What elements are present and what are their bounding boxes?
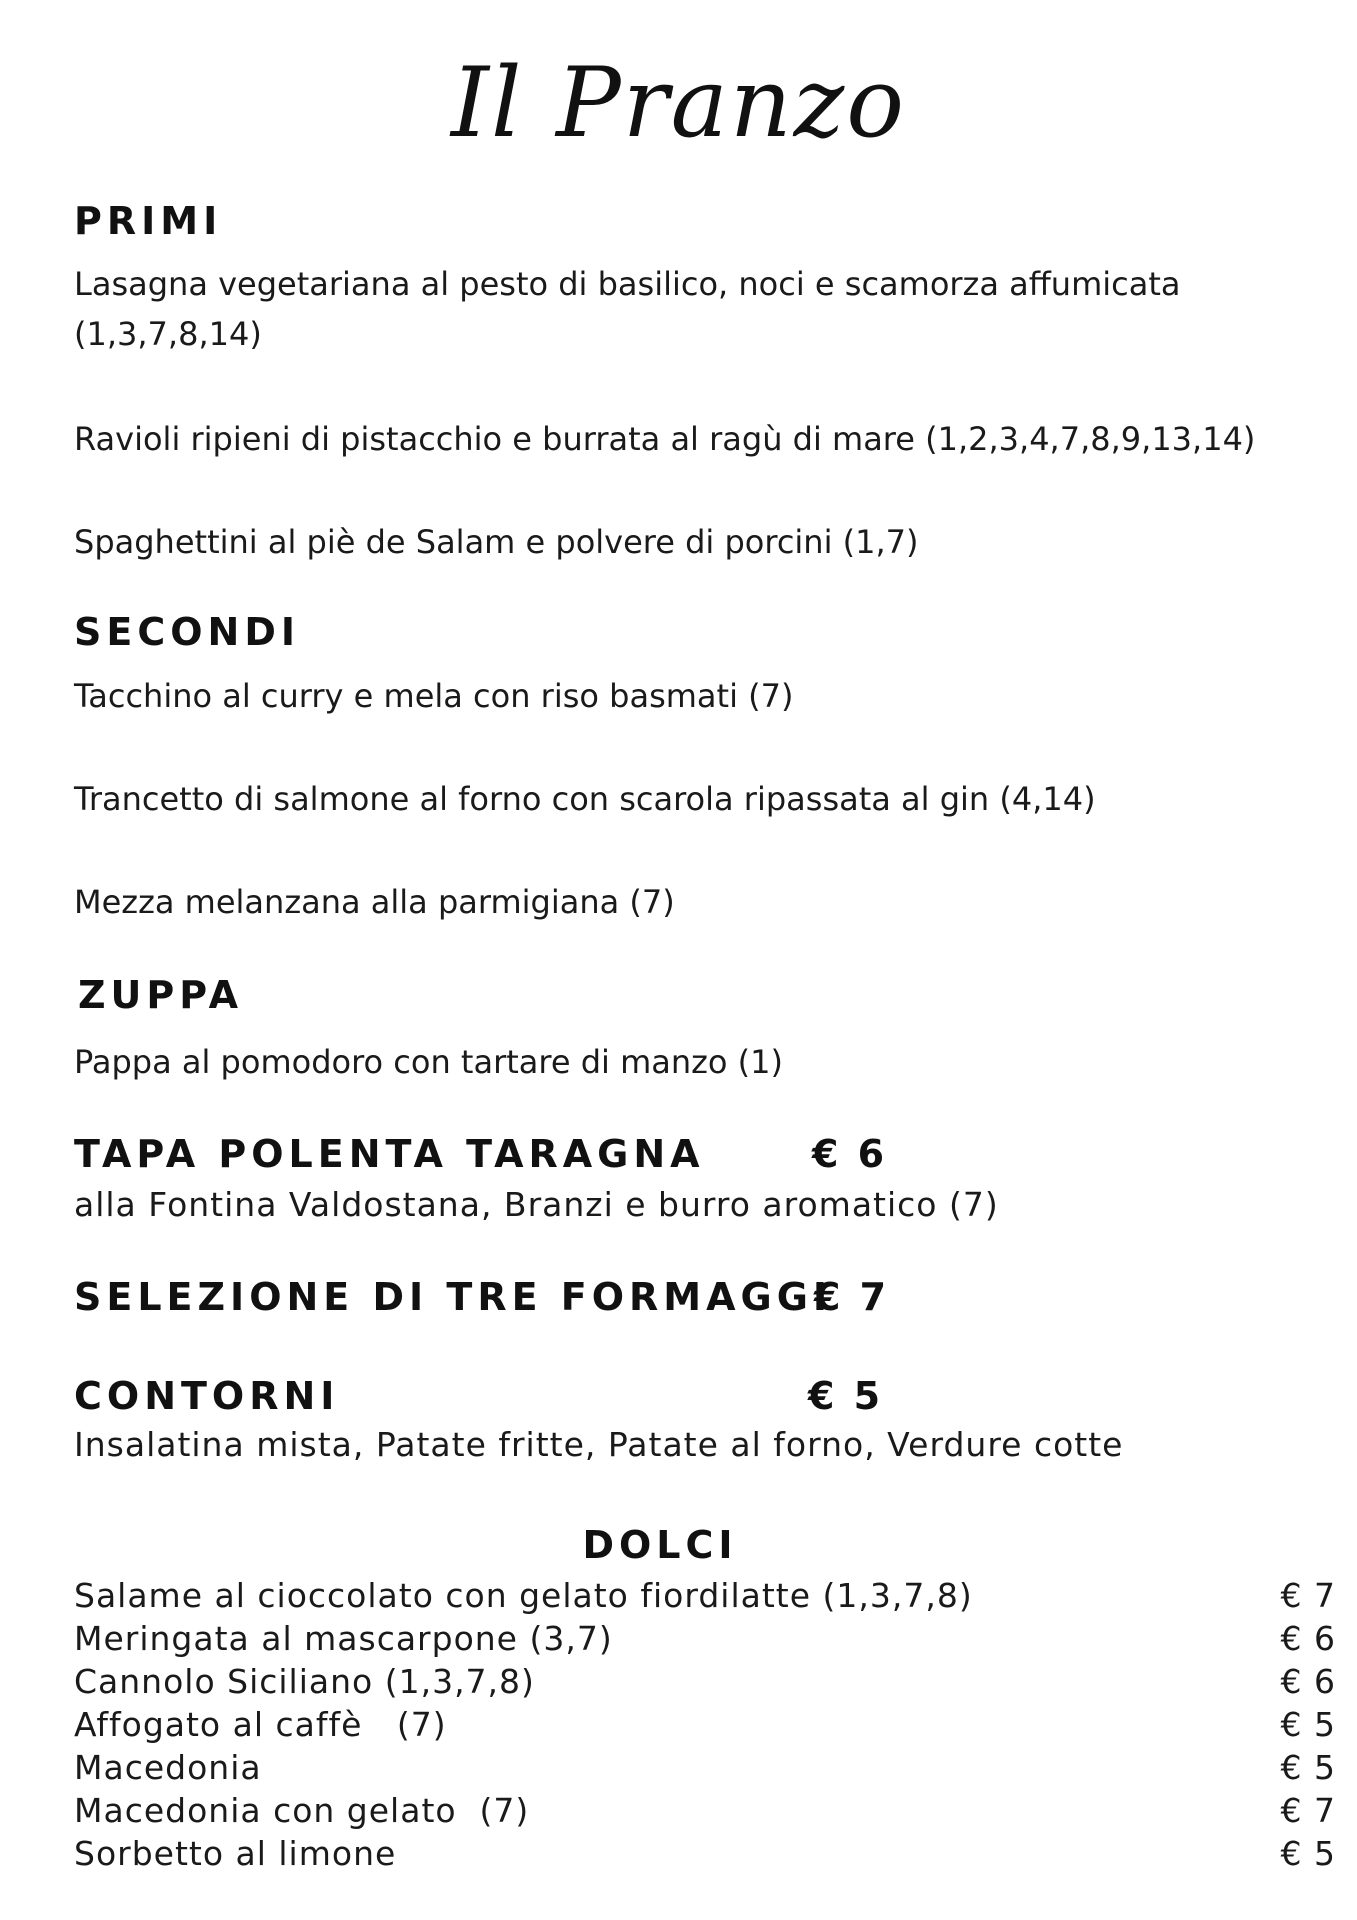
- menu-item: Tacchino al curry e mela con riso basmati (7): [74, 677, 794, 715]
- contorni-description: Insalatina mista, Patate fritte, Patate al forno, Verdure cotte: [74, 1425, 1124, 1464]
- dolci-item-name: Macedonia: [74, 1748, 262, 1787]
- dolci-item-price: € 7: [1280, 1576, 1336, 1615]
- dolci-row: [74, 1832, 1336, 1875]
- section-heading-primi: PRIMI: [74, 199, 223, 243]
- menu-item: Pappa al pomodoro con tartare di manzo (1): [74, 1043, 783, 1081]
- dolci-item-price: € 6: [1280, 1619, 1336, 1658]
- section-heading-formaggi: SELEZIONE DI TRE FORMAGGI: [74, 1275, 833, 1319]
- formaggi-price: € 7: [814, 1275, 890, 1319]
- dolci-item-price: € 7: [1280, 1791, 1336, 1830]
- dolci-item-name: Cannolo Siciliano (1,3,7,8): [74, 1662, 535, 1701]
- section-heading-contorni: CONTORNI: [74, 1374, 340, 1418]
- menu-title: Il Pranzo: [450, 47, 907, 159]
- section-heading-zuppa: ZUPPA: [78, 973, 244, 1017]
- dolci-item-name: Affogato al caffè (7): [74, 1705, 447, 1744]
- contorni-price: € 5: [808, 1374, 884, 1418]
- section-heading-tapa: TAPA POLENTA TARAGNA: [74, 1132, 705, 1176]
- menu-item: Trancetto di salmone al forno con scarola ripassata al gin (4,14): [74, 780, 1096, 818]
- dolci-list: [74, 1574, 1336, 1875]
- dolci-row: [74, 1703, 1336, 1746]
- menu-item: Spaghettini al piè de Salam e polvere di porcini (1,7): [74, 523, 919, 561]
- dolci-item-price: € 5: [1280, 1748, 1336, 1787]
- dolci-row: [74, 1660, 1336, 1703]
- section-heading-dolci: DOLCI: [582, 1523, 738, 1567]
- dolci-row: [74, 1574, 1336, 1617]
- menu-item: Ravioli ripieni di pistacchio e burrata al ragù di mare (1,2,3,4,7,8,9,13,14): [74, 420, 1256, 458]
- tapa-price: € 6: [812, 1132, 888, 1176]
- dolci-row: [74, 1789, 1336, 1832]
- menu-item: Mezza melanzana alla parmigiana (7): [74, 883, 675, 921]
- dolci-item-name: Sorbetto al limone: [74, 1834, 397, 1873]
- dolci-item-name: Meringata al mascarpone (3,7): [74, 1619, 613, 1658]
- dolci-item-name: Salame al cioccolato con gelato fiordilatte (1,3,7,8): [74, 1576, 973, 1615]
- dolci-item-price: € 6: [1280, 1662, 1336, 1701]
- menu-item: Lasagna vegetariana al pesto di basilico, noci e scamorza affumicata (1,3,7,8,14): [74, 265, 1181, 353]
- dolci-item-price: € 5: [1280, 1834, 1336, 1873]
- dolci-row: [74, 1617, 1336, 1660]
- tapa-description: alla Fontina Valdostana, Branzi e burro aromatico (7): [74, 1185, 999, 1224]
- dolci-item-name: Macedonia con gelato (7): [74, 1791, 530, 1830]
- dolci-item-price: € 5: [1280, 1705, 1336, 1744]
- section-heading-secondi: SECONDI: [74, 610, 301, 654]
- dolci-row: [74, 1746, 1336, 1789]
